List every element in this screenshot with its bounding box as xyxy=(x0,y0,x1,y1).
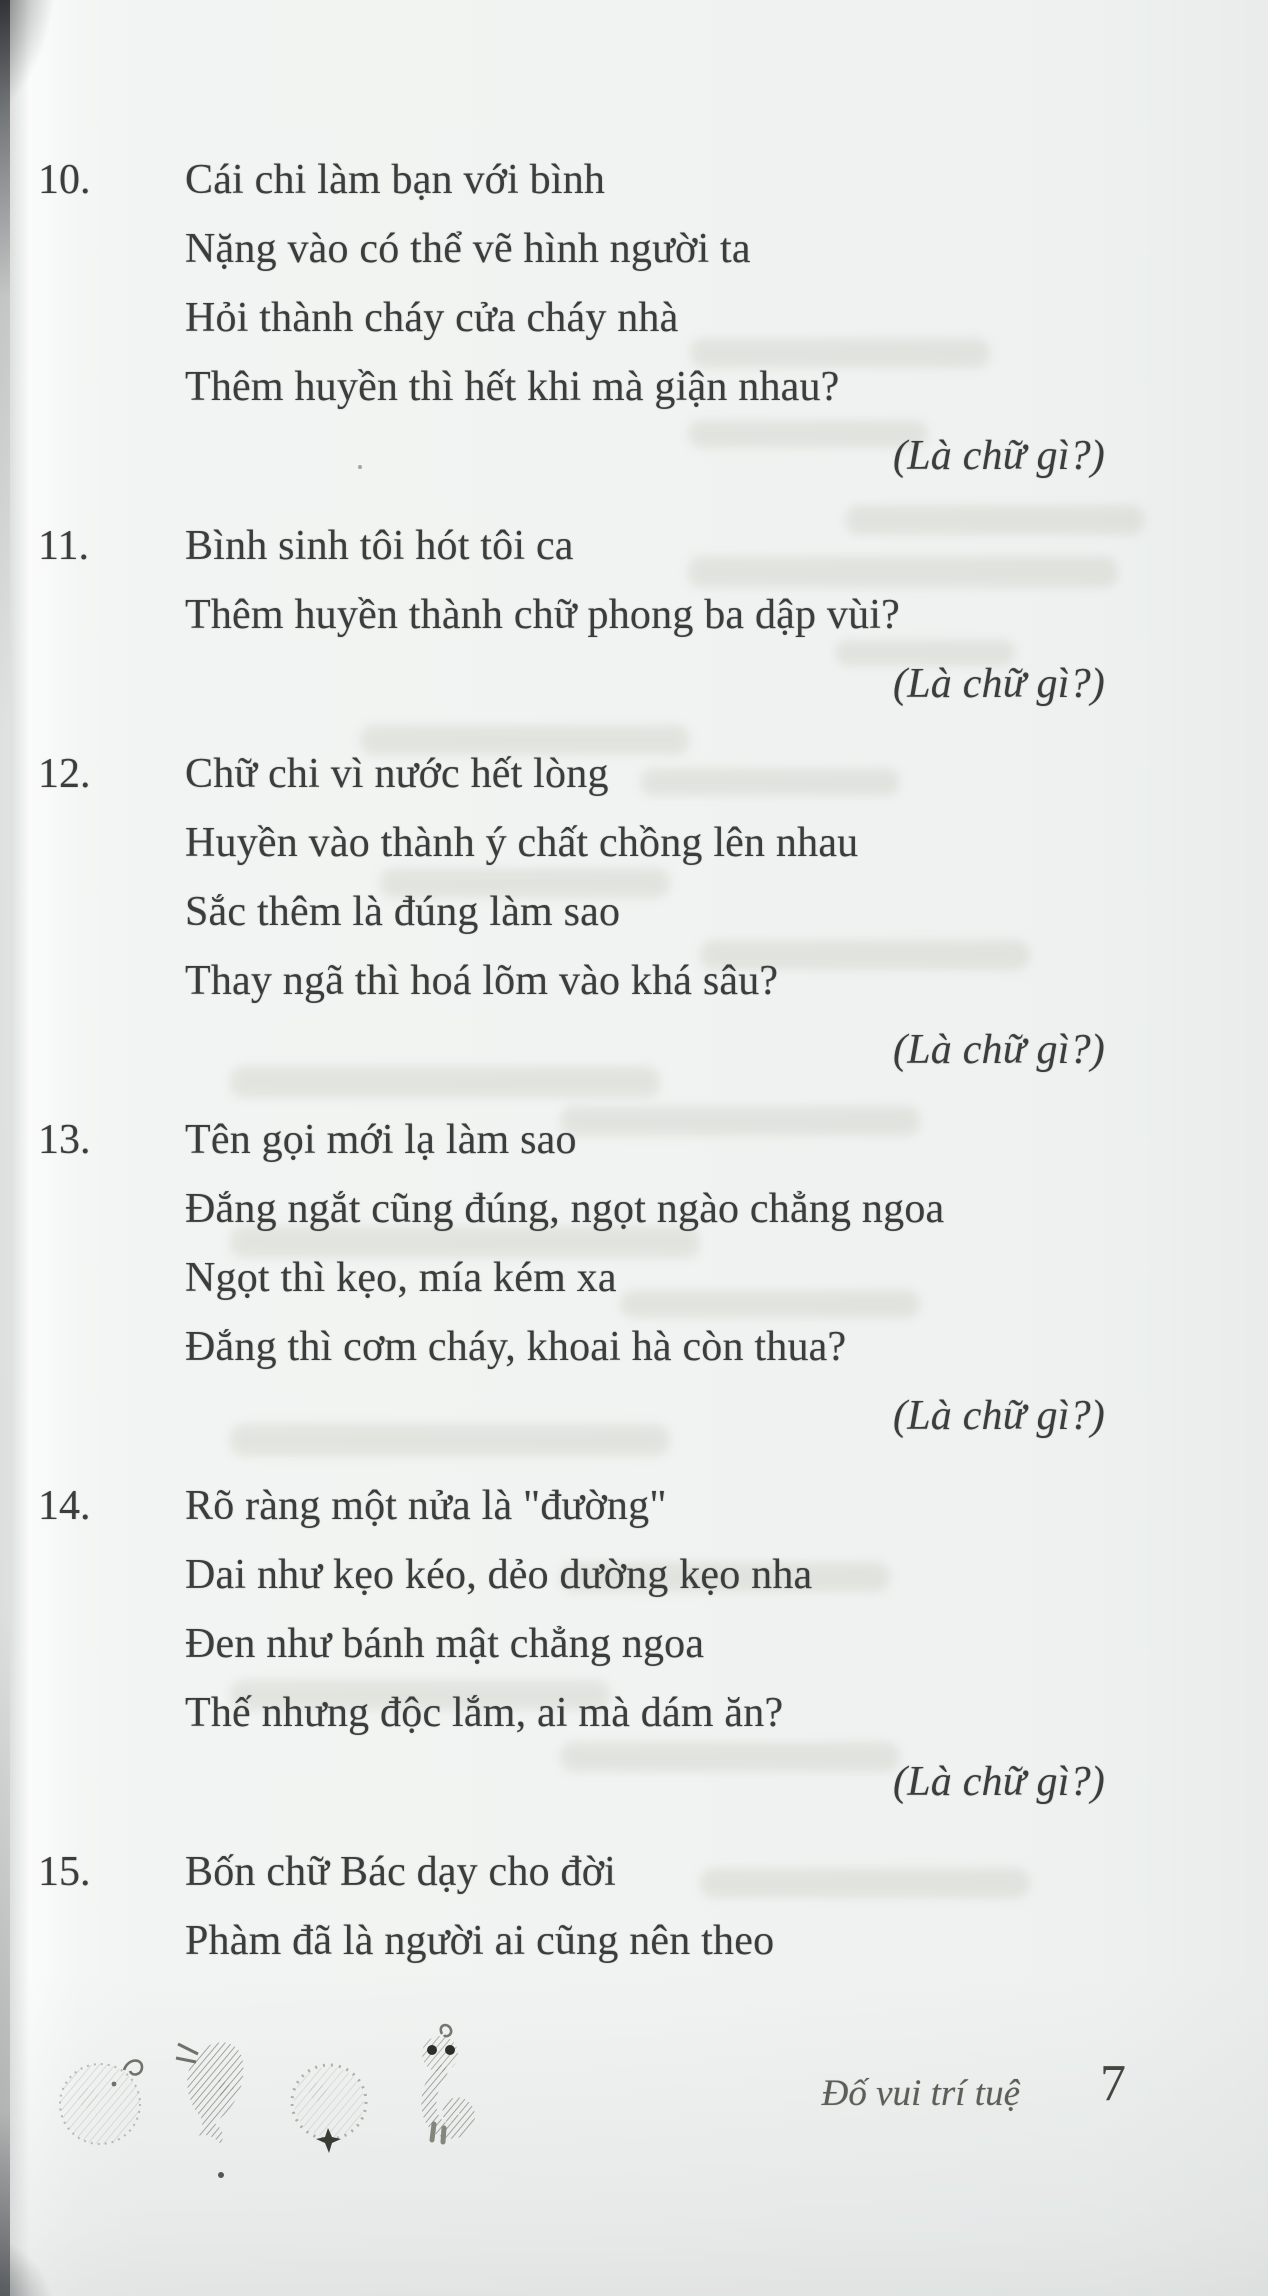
riddle-number: 10. xyxy=(38,157,91,203)
riddle-line: Dai như kẹo kéo, dẻo dường kẹo nha xyxy=(185,1552,813,1598)
riddle-line: Đắng ngắt cũng đúng, ngọt ngào chẳng ngoa xyxy=(185,1186,945,1232)
riddle-line: Thêm huyền thành chữ phong ba dập vùi? xyxy=(185,592,901,638)
sea-urchin-icon xyxy=(284,2056,376,2156)
riddle-answer-prompt: (Là chữ gì?) xyxy=(893,661,1105,707)
riddle-line: Phàm đã là người ai cũng nên theo xyxy=(185,1918,775,1964)
riddle-item-14 xyxy=(38,1472,1268,1817)
riddle-item-15 xyxy=(38,1838,1268,1976)
riddle-line: Thay ngã thì hoá lõm vào khá sâu? xyxy=(185,958,779,1004)
riddle-line: Tên gọi mới lạ làm sao xyxy=(185,1117,577,1163)
riddle-item-11 xyxy=(38,512,1268,719)
riddle-item-13 xyxy=(38,1106,1268,1451)
riddle-answer-prompt: (Là chữ gì?) xyxy=(893,1027,1105,1073)
riddle-line: Huyền vào thành ý chất chồng lên nhau xyxy=(185,820,859,866)
riddle-number: 12. xyxy=(38,751,91,797)
riddle-line: Đắng thì cơm cháy, khoai hà còn thua? xyxy=(185,1324,847,1370)
riddle-number: 14. xyxy=(38,1483,91,1529)
book-spine-shadow xyxy=(0,0,10,2296)
riddle-line: Nặng vào có thể vẽ hình người ta xyxy=(185,226,751,272)
riddle-number: 11. xyxy=(38,523,89,569)
dolphin-icon xyxy=(170,2030,266,2154)
riddle-line: Sắc thêm là đúng làm sao xyxy=(185,889,621,935)
riddle-item-12 xyxy=(38,740,1268,1085)
riddle-answer-prompt: (Là chữ gì?) xyxy=(893,1759,1105,1805)
riddle-answer-prompt: (Là chữ gì?) xyxy=(893,1393,1105,1439)
riddle-line: Đen như bánh mật chẳng ngoa xyxy=(185,1621,705,1667)
riddle-number: 15. xyxy=(38,1849,91,1895)
riddle-answer-prompt: (Là chữ gì?) xyxy=(893,433,1105,479)
riddle-line: Thêm huyền thì hết khi mà giận nhau? xyxy=(185,364,840,410)
page-number: 7 xyxy=(1100,2055,1126,2112)
riddle-line: Cái chi làm bạn với bình xyxy=(185,157,606,203)
ink-speck xyxy=(218,2172,224,2178)
riddle-line: Ngọt thì kẹo, mía kém xa xyxy=(185,1255,617,1301)
riddle-line: Chữ chi vì nước hết lòng xyxy=(185,751,609,797)
riddle-line: Hỏi thành cháy cửa cháy nhà xyxy=(185,295,679,341)
riddle-line: Thế nhưng độc lắm, ai mà dám ăn? xyxy=(185,1690,784,1736)
seahorse-icon xyxy=(392,2022,492,2160)
riddle-number: 13. xyxy=(38,1117,91,1163)
pufferfish-icon xyxy=(52,2046,152,2150)
riddle-line: Rõ ràng một nửa là "đường" xyxy=(185,1483,667,1529)
riddle-line: Bình sinh tôi hót tôi ca xyxy=(185,523,574,569)
riddle-item-10 xyxy=(38,146,1268,491)
footer-book-title: Đố vui trí tuệ xyxy=(821,2073,1020,2114)
riddle-line: Bốn chữ Bác dạy cho đời xyxy=(185,1849,616,1895)
ink-speck xyxy=(358,465,362,469)
